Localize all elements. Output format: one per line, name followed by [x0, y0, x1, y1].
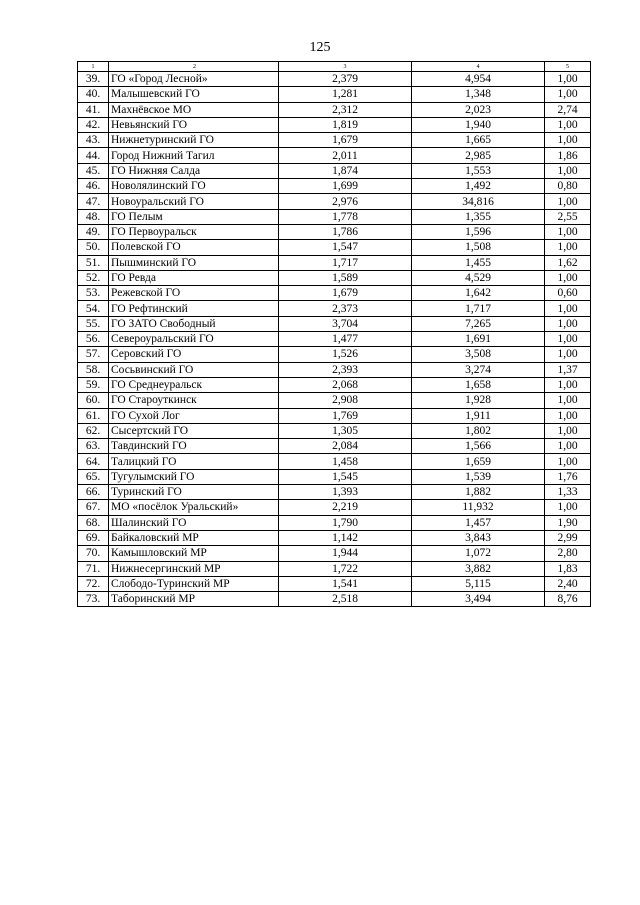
value-col-3: 2,084 — [279, 439, 412, 454]
value-col-4: 1,658 — [412, 377, 545, 392]
row-number: 56. — [78, 332, 109, 347]
municipality-name: Байкаловский МР — [109, 530, 279, 545]
row-number: 50. — [78, 240, 109, 255]
table-row — [78, 439, 591, 454]
value-col-5: 1,00 — [545, 500, 591, 515]
value-col-4: 1,492 — [412, 179, 545, 194]
value-col-5: 1,86 — [545, 148, 591, 163]
value-col-5: 1,00 — [545, 117, 591, 132]
row-number: 69. — [78, 530, 109, 545]
value-col-4: 1,940 — [412, 117, 545, 132]
value-col-5: 1,00 — [545, 316, 591, 331]
value-col-3: 2,068 — [279, 377, 412, 392]
municipality-name: ГО Ревда — [109, 270, 279, 285]
municipality-name: ГО «Город Лесной» — [109, 72, 279, 87]
row-number: 62. — [78, 423, 109, 438]
municipality-name: ГО Нижняя Салда — [109, 163, 279, 178]
municipality-name: Новолялинский ГО — [109, 179, 279, 194]
value-col-5: 1,00 — [545, 194, 591, 209]
municipality-name: Нижнетуринский ГО — [109, 133, 279, 148]
municipality-name: Невьянский ГО — [109, 117, 279, 132]
municipality-name: Тугулымский ГО — [109, 469, 279, 484]
row-number: 67. — [78, 500, 109, 515]
value-col-3: 3,704 — [279, 316, 412, 331]
column-header-5: 5 — [545, 62, 591, 72]
table-row — [78, 270, 591, 285]
municipality-name: Слободо-Туринский МР — [109, 576, 279, 591]
table-row — [78, 561, 591, 576]
value-col-4: 3,508 — [412, 347, 545, 362]
value-col-3: 1,281 — [279, 87, 412, 102]
value-col-3: 1,874 — [279, 163, 412, 178]
value-col-5: 1,33 — [545, 485, 591, 500]
row-number: 64. — [78, 454, 109, 469]
value-col-3: 1,679 — [279, 286, 412, 301]
municipality-name: ГО Первоуральск — [109, 224, 279, 239]
row-number: 41. — [78, 102, 109, 117]
value-col-4: 7,265 — [412, 316, 545, 331]
value-col-5: 1,76 — [545, 469, 591, 484]
table-row — [78, 423, 591, 438]
value-col-3: 1,393 — [279, 485, 412, 500]
table-row — [78, 485, 591, 500]
column-header-4: 4 — [412, 62, 545, 72]
value-col-5: 8,76 — [545, 592, 591, 607]
value-col-5: 1,00 — [545, 72, 591, 87]
value-col-5: 1,00 — [545, 87, 591, 102]
value-col-5: 2,55 — [545, 209, 591, 224]
table-row — [78, 194, 591, 209]
value-col-5: 1,00 — [545, 301, 591, 316]
page-number: 125 — [309, 40, 331, 55]
value-col-5: 1,00 — [545, 347, 591, 362]
municipality-name: ГО Среднеуральск — [109, 377, 279, 392]
value-col-4: 1,508 — [412, 240, 545, 255]
municipality-name: ГО Рефтинский — [109, 301, 279, 316]
value-col-3: 1,458 — [279, 454, 412, 469]
row-number: 70. — [78, 546, 109, 561]
municipality-name: ГО Пелым — [109, 209, 279, 224]
value-col-5: 1,00 — [545, 224, 591, 239]
municipality-name: ГО ЗАТО Свободный — [109, 316, 279, 331]
value-col-3: 1,699 — [279, 179, 412, 194]
table-row — [78, 332, 591, 347]
value-col-4: 1,717 — [412, 301, 545, 316]
value-col-5: 1,00 — [545, 377, 591, 392]
municipality-name: Режевской ГО — [109, 286, 279, 301]
value-col-3: 1,526 — [279, 347, 412, 362]
municipality-name: Туринский ГО — [109, 485, 279, 500]
table-row — [78, 286, 591, 301]
value-col-3: 1,305 — [279, 423, 412, 438]
value-col-3: 2,976 — [279, 194, 412, 209]
value-col-5: 1,00 — [545, 163, 591, 178]
value-col-5: 2,40 — [545, 576, 591, 591]
row-number: 54. — [78, 301, 109, 316]
value-col-5: 2,99 — [545, 530, 591, 545]
value-col-3: 2,379 — [279, 72, 412, 87]
row-number: 57. — [78, 347, 109, 362]
value-col-3: 2,011 — [279, 148, 412, 163]
row-number: 45. — [78, 163, 109, 178]
row-number: 49. — [78, 224, 109, 239]
value-col-5: 1,00 — [545, 393, 591, 408]
value-col-4: 1,457 — [412, 515, 545, 530]
table-row — [78, 362, 591, 377]
value-col-5: 1,00 — [545, 133, 591, 148]
table-row — [78, 209, 591, 224]
row-number: 71. — [78, 561, 109, 576]
data-table — [77, 61, 591, 607]
municipality-name: ГО Сухой Лог — [109, 408, 279, 423]
row-number: 59. — [78, 377, 109, 392]
value-col-4: 3,494 — [412, 592, 545, 607]
table-row — [78, 102, 591, 117]
table-row — [78, 515, 591, 530]
municipality-name: Североуральский ГО — [109, 332, 279, 347]
value-col-3: 2,518 — [279, 592, 412, 607]
row-number: 60. — [78, 393, 109, 408]
row-number: 72. — [78, 576, 109, 591]
value-col-3: 1,769 — [279, 408, 412, 423]
municipality-name: Пышминский ГО — [109, 255, 279, 270]
table-row — [78, 301, 591, 316]
value-col-3: 1,142 — [279, 530, 412, 545]
value-col-3: 1,778 — [279, 209, 412, 224]
value-col-4: 3,274 — [412, 362, 545, 377]
value-col-4: 1,072 — [412, 546, 545, 561]
table-body — [78, 62, 591, 607]
value-col-3: 2,908 — [279, 393, 412, 408]
table-row — [78, 454, 591, 469]
row-number: 73. — [78, 592, 109, 607]
row-number: 48. — [78, 209, 109, 224]
municipality-name: Нижнесергинский МР — [109, 561, 279, 576]
value-col-5: 1,90 — [545, 515, 591, 530]
municipality-name: Серовский ГО — [109, 347, 279, 362]
value-col-5: 1,00 — [545, 240, 591, 255]
municipality-name: Таборинский МР — [109, 592, 279, 607]
table-row — [78, 240, 591, 255]
value-col-3: 2,373 — [279, 301, 412, 316]
row-number: 53. — [78, 286, 109, 301]
municipality-name: Малышевский ГО — [109, 87, 279, 102]
column-header-3: 3 — [279, 62, 412, 72]
table-row — [78, 500, 591, 515]
value-col-4: 1,355 — [412, 209, 545, 224]
table-row — [78, 546, 591, 561]
value-col-3: 1,944 — [279, 546, 412, 561]
value-col-5: 2,80 — [545, 546, 591, 561]
table-header-row — [78, 62, 591, 72]
value-col-4: 1,691 — [412, 332, 545, 347]
value-col-4: 11,932 — [412, 500, 545, 515]
municipality-name: МО «посёлок Уральский» — [109, 500, 279, 515]
value-col-4: 1,665 — [412, 133, 545, 148]
value-col-5: 0,80 — [545, 179, 591, 194]
value-col-3: 1,477 — [279, 332, 412, 347]
table-row — [78, 255, 591, 270]
value-col-4: 1,928 — [412, 393, 545, 408]
table-row — [78, 224, 591, 239]
table-row — [78, 316, 591, 331]
value-col-3: 2,219 — [279, 500, 412, 515]
table-row — [78, 133, 591, 148]
value-col-3: 1,541 — [279, 576, 412, 591]
municipality-name: Новоуральский ГО — [109, 194, 279, 209]
value-col-3: 1,819 — [279, 117, 412, 132]
value-col-4: 2,985 — [412, 148, 545, 163]
value-col-3: 1,722 — [279, 561, 412, 576]
value-col-3: 2,393 — [279, 362, 412, 377]
table-row — [78, 576, 591, 591]
municipality-name: Камышловский МР — [109, 546, 279, 561]
municipality-name: Сосьвинский ГО — [109, 362, 279, 377]
row-number: 39. — [78, 72, 109, 87]
value-col-4: 1,539 — [412, 469, 545, 484]
value-col-4: 1,911 — [412, 408, 545, 423]
value-col-5: 1,00 — [545, 408, 591, 423]
municipality-name: Тавдинский ГО — [109, 439, 279, 454]
row-number: 47. — [78, 194, 109, 209]
value-col-3: 1,589 — [279, 270, 412, 285]
municipality-name: ГО Староуткинск — [109, 393, 279, 408]
table-row — [78, 117, 591, 132]
value-col-4: 1,882 — [412, 485, 545, 500]
row-number: 43. — [78, 133, 109, 148]
value-col-4: 1,566 — [412, 439, 545, 454]
table-row — [78, 393, 591, 408]
value-col-5: 1,83 — [545, 561, 591, 576]
value-col-4: 2,023 — [412, 102, 545, 117]
value-col-5: 1,62 — [545, 255, 591, 270]
row-number: 63. — [78, 439, 109, 454]
row-number: 42. — [78, 117, 109, 132]
municipality-name: Полевской ГО — [109, 240, 279, 255]
row-number: 46. — [78, 179, 109, 194]
value-col-3: 1,786 — [279, 224, 412, 239]
value-col-4: 1,596 — [412, 224, 545, 239]
value-col-3: 1,547 — [279, 240, 412, 255]
value-col-5: 2,74 — [545, 102, 591, 117]
table-row — [78, 347, 591, 362]
value-col-4: 4,954 — [412, 72, 545, 87]
row-number: 51. — [78, 255, 109, 270]
column-header-2: 2 — [109, 62, 279, 72]
value-col-5: 1,37 — [545, 362, 591, 377]
row-number: 68. — [78, 515, 109, 530]
value-col-3: 1,790 — [279, 515, 412, 530]
row-number: 44. — [78, 148, 109, 163]
table-row — [78, 408, 591, 423]
row-number: 58. — [78, 362, 109, 377]
value-col-4: 3,882 — [412, 561, 545, 576]
value-col-4: 1,455 — [412, 255, 545, 270]
value-col-4: 4,529 — [412, 270, 545, 285]
municipality-name: Шалинский ГО — [109, 515, 279, 530]
value-col-3: 1,717 — [279, 255, 412, 270]
table-row — [78, 469, 591, 484]
value-col-4: 1,659 — [412, 454, 545, 469]
row-number: 66. — [78, 485, 109, 500]
value-col-5: 1,00 — [545, 454, 591, 469]
row-number: 40. — [78, 87, 109, 102]
row-number: 52. — [78, 270, 109, 285]
table-row — [78, 530, 591, 545]
value-col-4: 3,843 — [412, 530, 545, 545]
table-row — [78, 87, 591, 102]
row-number: 65. — [78, 469, 109, 484]
municipality-name: Сысертский ГО — [109, 423, 279, 438]
value-col-5: 1,00 — [545, 332, 591, 347]
value-col-5: 0,60 — [545, 286, 591, 301]
table-row — [78, 72, 591, 87]
table-row — [78, 163, 591, 178]
value-col-4: 1,553 — [412, 163, 545, 178]
value-col-4: 1,642 — [412, 286, 545, 301]
table-row — [78, 592, 591, 607]
value-col-5: 1,00 — [545, 423, 591, 438]
value-col-3: 1,545 — [279, 469, 412, 484]
row-number: 61. — [78, 408, 109, 423]
value-col-4: 1,802 — [412, 423, 545, 438]
value-col-4: 5,115 — [412, 576, 545, 591]
value-col-5: 1,00 — [545, 439, 591, 454]
value-col-5: 1,00 — [545, 270, 591, 285]
table-row — [78, 377, 591, 392]
municipality-name: Город Нижний Тагил — [109, 148, 279, 163]
column-header-1: 1 — [78, 62, 109, 72]
value-col-4: 1,348 — [412, 87, 545, 102]
row-number: 55. — [78, 316, 109, 331]
municipality-name: Махнёвское МО — [109, 102, 279, 117]
value-col-4: 34,816 — [412, 194, 545, 209]
municipality-name: Талицкий ГО — [109, 454, 279, 469]
value-col-3: 1,679 — [279, 133, 412, 148]
table-row — [78, 148, 591, 163]
table-row — [78, 179, 591, 194]
value-col-3: 2,312 — [279, 102, 412, 117]
